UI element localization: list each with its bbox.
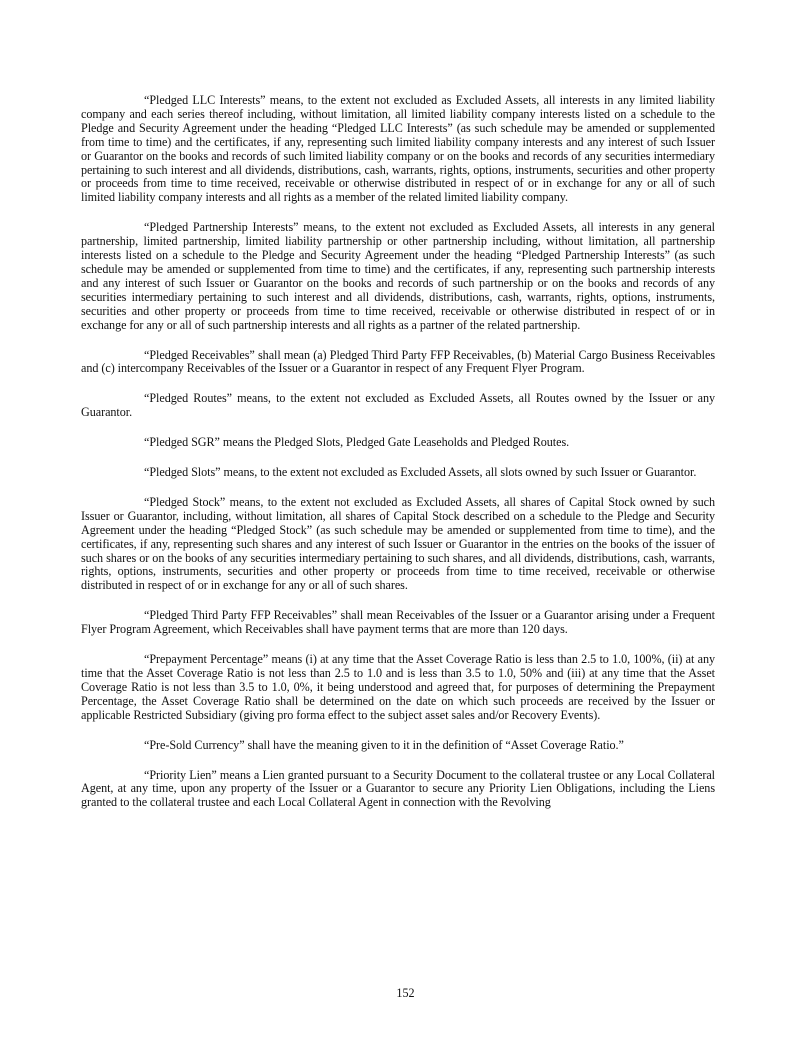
page-number: 152 — [396, 986, 415, 1000]
document-page — [81, 94, 715, 826]
definition-priority-lien: “Priority Lien” means a Lien granted pursuant to a Security Document to the collateral trustee or any Local Collateral Agent, at any time, upon any property of the Issuer or a Guarantor to secure any Priority Lien Obligations, including the Liens granted to the collateral trustee and each Local Collateral Agent in connection with the Revolving — [81, 767, 715, 810]
definition-pledged-partnership-interests: “Pledged Partnership Interests” means, to the extent not excluded as Excluded Assets, all interests in any general partnership, limited partnership, limited liability partnership or other partnership including, without limitation, all partnership interests listed on a schedule to the Pledge and Security Agreement under the heading “Pledged Partnership Interests” (as such schedule may be amended or supplemented from time to time) and the certificates, if any, representing such partnership interests and any interest of such Issuer or Guarantor on the books and records of such partnership or on the books and records of any securities intermediary pertaining to such interest and all dividends, distributions, cash, warrants, rights, options, instruments, securities and other property or proceeds from time to time received, receivable or otherwise distributed in respect of or in exchange for any or all of such partnership interests and all rights as a partner of the related partnership. — [81, 220, 715, 332]
definition-pledged-receivables: “Pledged Receivables” shall mean (a) Pledged Third Party FFP Receivables, (b) Material Cargo Business Receivables and (c) intercompany Receivables of the Issuer or a Guarantor in respect of any Frequent Flyer Program. — [81, 347, 715, 376]
definition-pledged-sgr: “Pledged SGR” means the Pledged Slots, Pledged Gate Leaseholds and Pledged Routes. — [144, 435, 570, 450]
definition-pledged-stock: “Pledged Stock” means, to the extent not excluded as Excluded Assets, all shares of Capital Stock owned by such Issuer or Guarantor, including, without limitation, all shares of Capital Stock described on a schedule to the Pledge and Security Agreement under the heading “Pledged Stock” (as such schedule may be amended or supplemented from time to time), and the certificates, if any, representing such shares and any interest of such Issuer or Guarantor in the entries on the books of the issuer of such shares or on the books of any securities intermediary pertaining to such shares, and all dividends, distributions, cash, warrants, rights, options, instruments, securities and other property or proceeds from time to time received, receivable or otherwise distributed in respect of or in exchange for any or all of such shares. — [81, 494, 715, 593]
definition-prepayment-percentage: “Prepayment Percentage” means (i) at any time that the Asset Coverage Ratio is less than 2.5 to 1.0, 100%, (ii) at any time that the Asset Coverage Ratio is not less than 2.5 to 1.0 and is less than 3.5 to 1.0, 50% and (iii) at any time that the Asset Coverage Ratio is not less than 3.5 to 1.0, 0%, it being understood and agreed that, for purposes of determining the Prepayment Percentage, the Asset Coverage Ratio shall be determined on the date on which such proceeds are received by the Issuer or applicable Restricted Subsidiary (giving pro forma effect to the subject asset sales and/or Recovery Events). — [81, 652, 715, 722]
definition-pledged-llc-interests: “Pledged LLC Interests” means, to the extent not excluded as Excluded Assets, all interests in any limited liability company and each series thereof including, without limitation, all limited liability company interests listed on a schedule to the Pledge and Security Agreement under the heading “Pledged LLC Interests” (as such schedule may be amended or supplemented from time to time) and the certificates, if any, representing such limited liability company interests and any interest of such Issuer or Guarantor on the books and records of such limited liability company or on the books and records of any securities intermediary pertaining to such interest and all dividends, distributions, cash, warrants, rights, options, instruments, securities and other property or proceeds from time to time received, receivable or otherwise distributed in respect of or in exchange for any or all of such limited liability company interests and all rights as a member of the related limited liability company. — [81, 93, 715, 205]
definition-pledged-routes: “Pledged Routes” means, to the extent not excluded as Excluded Assets, all Routes owned by the Issuer or any Guarantor. — [81, 391, 715, 420]
definition-pledged-slots: “Pledged Slots” means, to the extent not excluded as Excluded Assets, all slots owned by such Issuer or Guarantor. — [144, 465, 697, 480]
definition-pledged-third-party-ffp-receivables: “Pledged Third Party FFP Receivables” shall mean Receivables of the Issuer or a Guarantor arising under a Frequent Flyer Program Agreement, which Receivables shall have payment terms that are more than 120 days. — [81, 608, 715, 637]
definition-pre-sold-currency: “Pre-Sold Currency” shall have the meaning given to it in the definition of “Asset Coverage Ratio.” — [144, 737, 624, 752]
